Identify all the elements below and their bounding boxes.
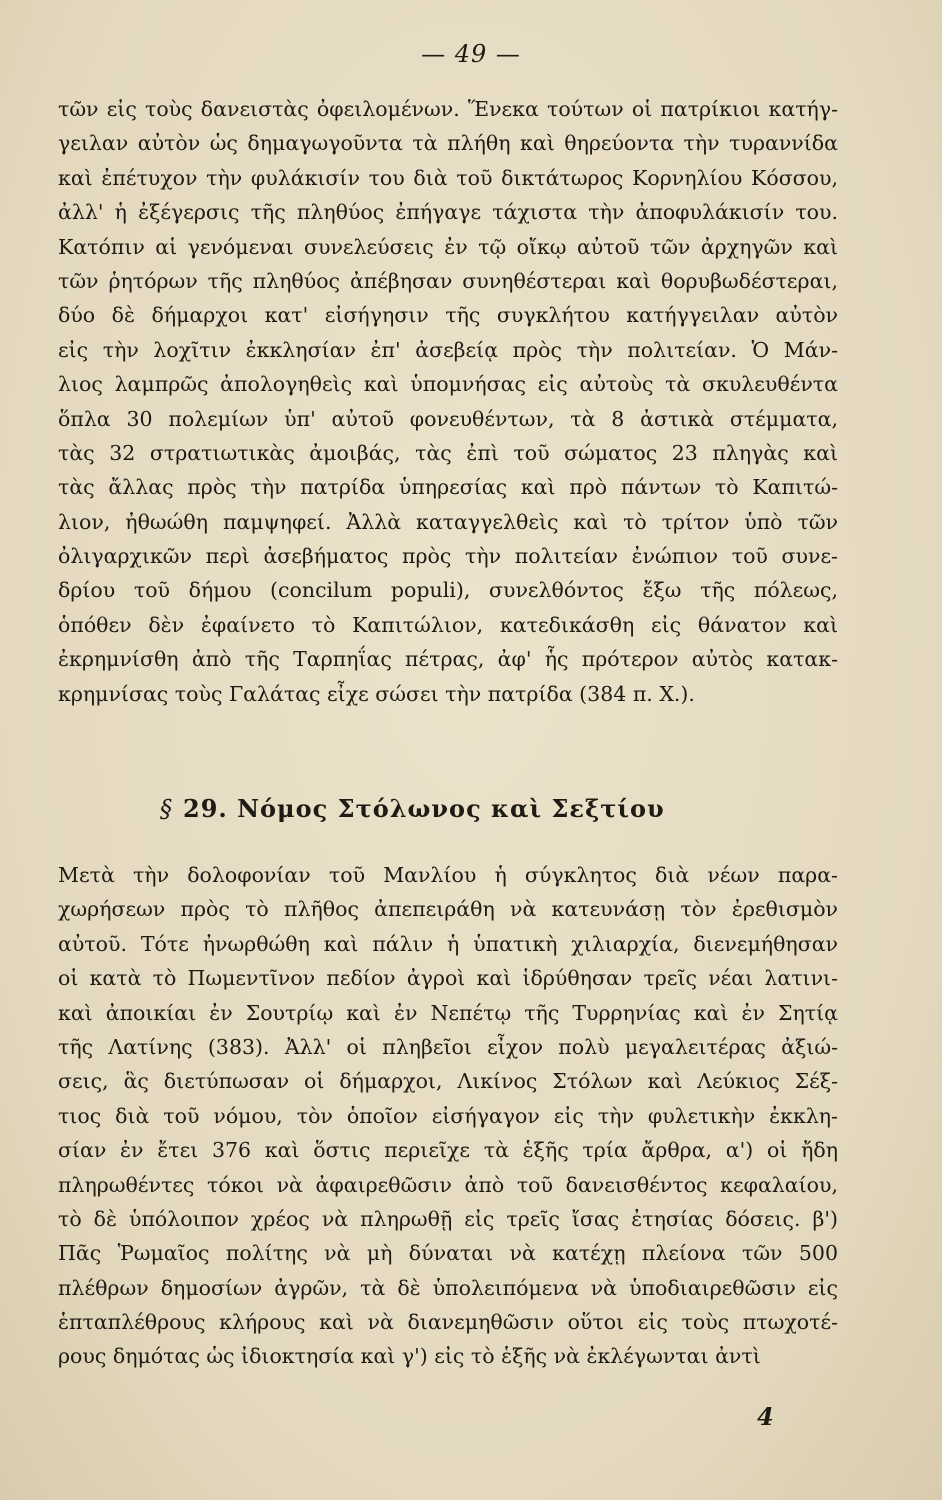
text-line: πληρωθέντες τόκοι νὰ ἀφαιρεθῶσιν ἀπὸ τοῦ δανεισθέντος κεφαλαίου, (58, 1172, 838, 1197)
text-line: Κατόπιν αἱ γενόμεναι συνελεύσεις ἐν τῷ οἴκῳ αὐτοῦ τῶν ἀρχηγῶν καὶ (58, 234, 838, 259)
text-line: ὅπλα 30 πολεμίων ὑπ' αὐτοῦ φονευθέντων, τὰ 8 ἀστικὰ στέμματα, (58, 406, 838, 431)
text-line: καὶ ἐπέτυχον τὴν φυλάκισίν του διὰ τοῦ δικτάτωρος Κορνηλίου Κόσσου, (58, 165, 838, 190)
text-line: τῶν ῥητόρων τῆς πληθύος ἀπέβησαν συνηθέστεραι καὶ θορυβωδέστεραι, (58, 268, 838, 293)
text-line: τὰς ἄλλας πρὸς τὴν πατρίδα ὑπηρεσίας καὶ πρὸ πάντων τὸ Καπιτώ- (58, 475, 838, 500)
text-line: πλέθρων δημοσίων ἀγρῶν, τὰ δὲ ὑπολειπόμενα νὰ ὑποδιαιρεθῶσιν εἰς (58, 1275, 838, 1300)
text-line: εἰς τὴν λοχῖτιν ἐκκλησίαν ἐπ' ἀσεβείᾳ πρὸς τὴν πολιτείαν. Ὁ Μάν- (58, 337, 838, 362)
text-line: ὀλιγαρχικῶν περὶ ἀσεβήματος πρὸς τὴν πολιτείαν ἐνώπιον τοῦ συνε- (58, 544, 838, 569)
text-line: Πᾶς Ῥωμαῖος πολίτης νὰ μὴ δύναται νὰ κατέχῃ πλείονα τῶν 500 (58, 1241, 838, 1266)
text-line: τῶν εἰς τοὺς δανειστὰς ὀφειλομένων. Ἕνεκα τούτων οἱ πατρίκιοι κατήγ- (58, 97, 838, 121)
section-heading (160, 794, 780, 823)
text-line: δρίου τοῦ δήμου (concilum populi), συνελθόντος ἔξω τῆς πόλεως, (58, 578, 838, 603)
text-line: ὁπόθεν δὲν ἐφαίνετο τὸ Καπιτώλιον, κατεδικάσθη εἰς θάνατον καὶ (58, 612, 838, 637)
text-line: λιος λαμπρῶς ἀπολογηθεὶς καὶ ὑπομνήσας εἰς αὐτοὺς τὰ σκυλευθέντα (58, 372, 838, 397)
text-line: τιος διὰ τοῦ νόμου, τὸν ὁποῖον εἰσήγαγον εἰς τὴν φυλετικὴν ἐκκλη- (58, 1103, 838, 1128)
text-line: ρους δημότας ὡς ἰδιοκτησία καὶ γ') εἰς τὸ ἑξῆς νὰ ἐκλέγωνται ἀντὶ (58, 1344, 761, 1369)
section-title: 29. Νόμος Στόλωνος καὶ Σεξτίου (183, 794, 665, 823)
text-line: οἱ κατὰ τὸ Πωμεντῖνον πεδίον ἀγροὶ καὶ ἱδρύθησαν τρεῖς νέαι λατινι- (58, 966, 838, 991)
text-line: Μετὰ τὴν δολοφονίαν τοῦ Μανλίου ἡ σύγκλητος διὰ νέων παρα- (58, 863, 838, 887)
text-line: κρημνίσας τοὺς Γαλάτας εἶχε σώσει τὴν πατρίδα (384 π. Χ.). (58, 681, 695, 706)
text-line: λιον, ἠθωώθη παμψηφεί. Ἀλλὰ καταγγελθεὶς καὶ τὸ τρίτον ὑπὸ τῶν (58, 509, 838, 534)
text-line: αὐτοῦ. Τότε ἠνωρθώθη καὶ πάλιν ἡ ὑπατικὴ χιλιαρχία, διενεμήθησαν (58, 931, 838, 956)
text-line: χωρήσεων πρὸς τὸ πλῆθος ἀπεπειράθη νὰ κατευνάσῃ τὸν ἐρεθισμὸν (58, 897, 838, 922)
text-line: σεις, ἃς διετύπωσαν οἱ δήμαρχοι, Λικίνος Στόλων καὶ Λεύκιος Σέξ- (58, 1069, 838, 1094)
section-symbol: § (160, 795, 173, 823)
text-line: δύο δὲ δήμαρχοι κατ' εἰσήγησιν τῆς συγκλήτου κατήγγειλαν αὐτὸν (58, 303, 838, 328)
text-line: τὰς 32 στρατιωτικὰς ἀμοιβάς, τὰς ἐπὶ τοῦ σώματος 23 πληγὰς καὶ (58, 440, 838, 465)
text-line: σίαν ἐν ἔτει 376 καὶ ὅστις περιεῖχε τὰ ἑξῆς τρία ἄρθρα, α') οἱ ἤδη (58, 1138, 838, 1163)
paragraph-stolo-sextius (58, 858, 838, 1374)
text-line: γειλαν αὐτὸν ὡς δημαγωγοῦντα τὰ πλήθη καὶ θηρεύοντα τὴν τυραννίδα (58, 131, 838, 156)
text-line: τῆς Λατίνης (383). Ἀλλ' οἱ πληβεῖοι εἶχον πολὺ μεγαλειτέρας ἀξιώ- (58, 1034, 838, 1059)
paragraph-manlius (58, 92, 838, 711)
text-line: ἀλλ' ἡ ἐξέγερσις τῆς πληθύος ἐπήγαγε τάχιστα τὴν ἀποφυλάκισίν του. (58, 200, 838, 225)
text-line: καὶ ἀποικίαι ἐν Σουτρίῳ καὶ ἐν Νεπέτῳ τῆς Τυρρηνίας καὶ ἐν Σητίᾳ (58, 1000, 838, 1025)
text-line: ἑπταπλέθρους κλήρους καὶ νὰ διανεμηθῶσιν οὕτοι εἰς τοὺς πτωχοτέ- (58, 1310, 838, 1335)
printer-signature-mark: 4 (757, 1402, 774, 1431)
text-line: τὸ δὲ ὑπόλοιπον χρέος νὰ πληρωθῇ εἰς τρεῖς ἴσας ἐτησίας δόσεις. β') (58, 1206, 838, 1231)
text-line: ἐκρημνίσθη ἀπὸ τῆς Ταρπηΐας πέτρας, ἀφ' ἧς πρότερον αὐτὸς κατακ- (58, 647, 838, 672)
page-number: — 49 — (421, 40, 521, 68)
